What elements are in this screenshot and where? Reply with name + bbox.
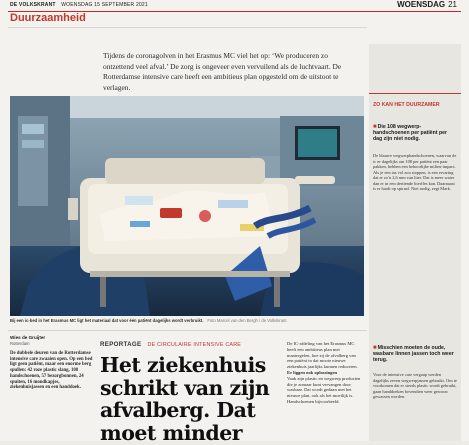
page-number: 21 [448, 0, 457, 9]
byline-location: Rotterdam [10, 341, 30, 346]
section-title: Duurzaamheid [10, 12, 86, 24]
photo-caption [10, 318, 364, 323]
page-header [0, 0, 469, 11]
article-rule [8, 330, 367, 331]
icu-bed-illustration [10, 96, 364, 316]
page-marker [397, 0, 457, 9]
sidebar-item-2-head: Misschien moeten de oude, wasbare linnen jassen toch weer terug. [373, 345, 454, 364]
masthead-date: WOENSDAG 15 SEPTEMBER 2021 [61, 2, 148, 8]
sidebar-rule [369, 93, 461, 94]
article-column-1: De dubbele deuren van de Rotterdamse intensive care zwaaien open. Op een bed ligt geen patiënt, maar een enorme berg spullen: 42 roze plastic slang, 108 handschoenen, 57 bezorgbonnen, 24 spuiten, 16 mondkapjes, ziekenhuisjassen en een handdoek. [10, 351, 93, 391]
kicker-label: REPORTAGE [100, 341, 142, 348]
caption-text: Bij een ic-bed in het Erasmus MC ligt het materiaal dat voor één patiënt dagelijks wordt verbruikt. [10, 318, 204, 323]
bullet-icon: ■ [373, 345, 377, 351]
column-3-subheading: Er liggen ook oplossingen [287, 369, 338, 375]
article-headline: Het ziekenhuis schrikt van zijn afvalberg. Dat moet minder [100, 353, 270, 445]
sidebar-item-1-head: Die 108 wegwerp-handschoenen per patiënt per dag zijn niet nodig. [373, 124, 448, 143]
column-3-paragraph: De IC-afdeling van het Erasmus MC heeft een ambitieus plan met maatregelen, hoe zij de afvalberg van een patiënt in dat mooie nieuwe ziekenhuis jaarlijks kunnen reduceren. [287, 341, 358, 370]
section-rule [8, 27, 367, 28]
masthead [10, 2, 148, 8]
page-weekday: WOENSDAG [397, 0, 446, 9]
article-column-3 [287, 341, 363, 405]
byline: Wies de Gruijter [10, 335, 46, 340]
masthead-name: DE VOLKSKRANT [10, 2, 56, 8]
sidebar-item-2-body: Voor de intensive care vergaap werden dagelijks zeven wegwerpjassen gebruikt. Om te voorkomen dat er steeds plastic wordt gebruikt, gaan handdoeken bovendien weer gewoon gewassen worden. [373, 372, 457, 399]
kicker [100, 341, 241, 348]
sidebar-item-1-body: De blauwe wegwerphandschoenen, waarvan de ic er dagelijks om 108 per patiënt een paar pakken, hebben een behoorlijke milieu-impact. Als je een tas vol zou stoppen, is een ervaring dat er zo'n 2,6 mm van liter. Dat is meer water dan er in een dertiende literfles kan. Daarnaast is er hardt op spiraal. Niet nodig, zegt Mark. [373, 153, 457, 191]
kicker-subtitle: DE CIRCULAIRE INTENSIVE CARE [147, 342, 242, 348]
sidebar-title: ZO KAN HET DUURZAMER [373, 102, 440, 108]
intro-paragraph: Tijdens de coronagolven in het Erasmus MC viel het op: ‘We produceren zo ontzettend veel afval.’ De zorg is ongeveer even vervuilend als de luchtvaart. De Rotterdamse intensive care heeft een ambitieus plan opgesteld om de uitstoot te verlagen. [103, 51, 342, 93]
bullet-icon: ■ [373, 124, 377, 130]
photo-credit: Foto Marcel van den Bergh / de Volkskrant [207, 318, 287, 323]
sidebar-item-head [373, 345, 457, 364]
sidebar-item-head [373, 124, 457, 143]
column-3-paragraph-2: Vaak zijn plastic en wegwerp producten die je zomaar kunt vervangen door wasbaar. Dat wordt gedaan met het nieuwe plan, ook als het moeilijk is. Handschoenen bijvoorbeeld. [287, 375, 361, 404]
article-photo [10, 96, 364, 316]
